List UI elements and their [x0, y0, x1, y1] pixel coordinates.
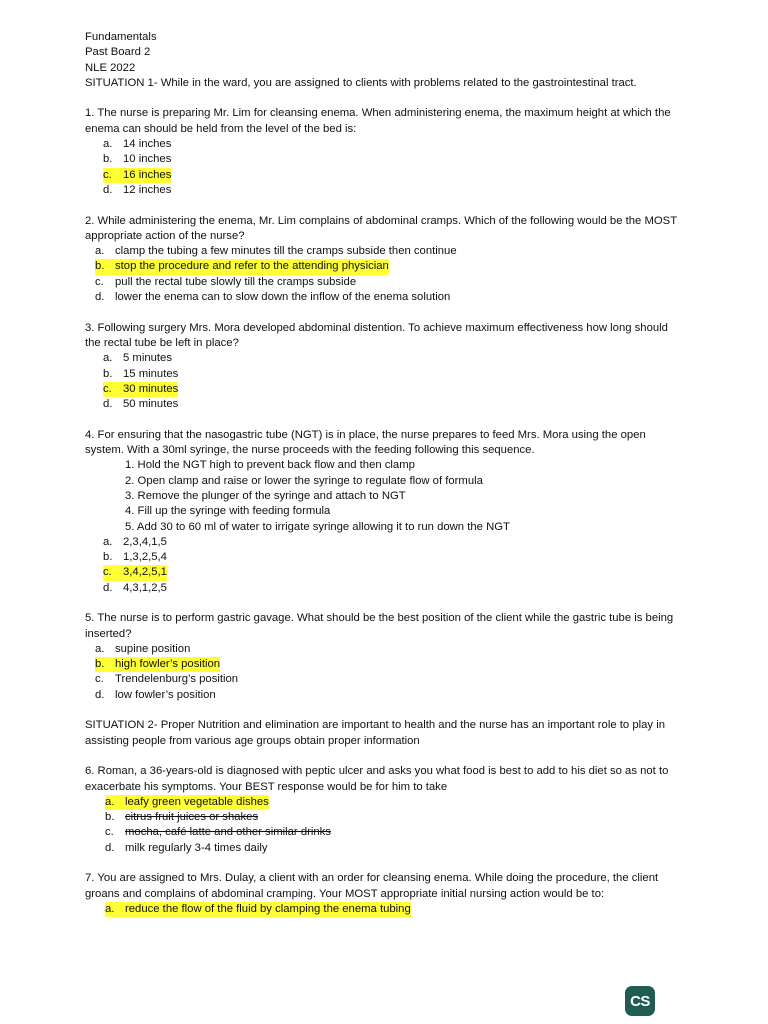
option-1a: a. 14 inches	[103, 138, 172, 151]
situation-2-text: SITUATION 2- Proper Nutrition and elimination are important to health and the nurse has an important role to play in assisting people from various age groups obtain proper information	[85, 719, 665, 747]
option-6a-highlighted: a. leafy green vegetable dishes	[105, 795, 683, 810]
option-4a: a. 2,3,4,1,5	[103, 535, 167, 548]
option-7a-highlighted: a. reduce the flow of the fluid by clamping the enema tubing	[105, 902, 683, 917]
doc-exam: NLE 2022	[85, 61, 136, 74]
doc-title: Fundamentals	[85, 31, 157, 43]
camscanner-logo-icon: CS	[625, 986, 655, 1016]
option-4c-highlighted: c. 3,4,2,5,1	[103, 565, 683, 580]
question-4-options	[85, 535, 683, 596]
question-6-options	[85, 795, 683, 856]
option-3b: b. 15 minutes	[103, 367, 179, 380]
option-6b-struck: b. citrus fruit juices or shakes	[105, 811, 259, 824]
question-5-text: 5. The nurse is to perform gastric gavage. What should be the best position of the client while the gastric tube is being inserted?	[85, 612, 674, 640]
option-2c: c. pull the rectal tube slowly till the cramps subside	[95, 275, 357, 288]
question-4-text: 4. For ensuring that the nasogastric tube (NGT) is in place, the nurse prepares to feed Mrs. Mora using the open system. With a 30ml syringe, the nurse proceeds with the feeding following this sequence.	[85, 428, 646, 457]
option-5a: a. supine position	[95, 642, 191, 655]
sequence-step: 4. Fill up the syringe with feeding formula	[125, 505, 331, 518]
question-1-text: 1. The nurse is preparing Mr. Lim for cleansing enema. When administering enema, the maximum height at which the enema can should be held from the level of the bed is:	[85, 107, 671, 135]
option-3c-highlighted: c. 30 minutes	[103, 382, 683, 397]
option-1c-highlighted: c. 16 inches	[103, 168, 683, 183]
sequence-step: 3. Remove the plunger of the syringe and attach to NGT	[125, 489, 406, 502]
option-5c: c. Trendelenburg’s position	[95, 673, 239, 686]
question-1-options	[85, 137, 683, 198]
question-7-options	[85, 902, 683, 917]
option-3a: a. 5 minutes	[103, 352, 172, 365]
option-1d: d. 12 inches	[103, 183, 172, 196]
option-5d: d. low fowler’s position	[95, 688, 216, 701]
option-1b: b. 10 inches	[103, 153, 172, 166]
option-3d: d. 50 minutes	[103, 398, 179, 411]
sequence-step: 5. Add 30 to 60 ml of water to irrigate syringe allowing it to run down the NGT	[125, 520, 510, 533]
sequence-step: 1. Hold the NGT high to prevent back flow and then clamp	[125, 459, 415, 472]
option-2d: d. lower the enema can to slow down the inflow of the enema solution	[95, 291, 451, 304]
situation-1-text: SITUATION 1- While in the ward, you are assigned to clients with problems related to the gastrointestinal tract.	[85, 76, 637, 89]
question-3-options	[85, 351, 683, 412]
question-2-options	[85, 244, 683, 305]
question-2-text: 2. While administering the enema, Mr. Lim complains of abdominal cramps. Which of the following would be the MOST appropriate action of the nurse?	[85, 214, 677, 242]
option-5b-highlighted: b. high fowler’s position	[95, 657, 683, 672]
option-2b-highlighted: b. stop the procedure and refer to the attending physician	[95, 259, 683, 274]
option-4b: b. 1,3,2,5,4	[103, 551, 167, 564]
question-5-options	[85, 642, 683, 703]
question-7-text: 7. You are assigned to Mrs. Dulay, a client with an order for cleansing enema. While doing the procedure, the client groans and complains of abdominal cramping. Your MOST appropriate initial nursing action would be to:	[85, 872, 659, 900]
question-4-sequence	[85, 458, 683, 534]
option-4d: d. 4,3,1,2,5	[103, 581, 167, 594]
document-page	[85, 30, 683, 917]
option-6d: d. milk regularly 3-4 times daily	[105, 841, 268, 854]
doc-subtitle: Past Board 2	[85, 46, 151, 59]
question-3-text: 3. Following surgery Mrs. Mora developed abdominal distention. To achieve maximum effectiveness how long should the rectal tube be left in place?	[85, 321, 668, 349]
option-6c-struck: c. mocha, café latte and other similar drinks	[105, 826, 331, 839]
sequence-step: 2. Open clamp and raise or lower the syringe to regulate flow of formula	[125, 474, 483, 487]
question-6-text: 6. Roman, a 36-years-old is diagnosed with peptic ulcer and asks you what food is best to add to his diet so as not to exacerbate his symptoms. Your BEST response would be for him to take	[85, 765, 669, 793]
option-2a: a. clamp the tubing a few minutes till the cramps subside then continue	[95, 245, 457, 258]
